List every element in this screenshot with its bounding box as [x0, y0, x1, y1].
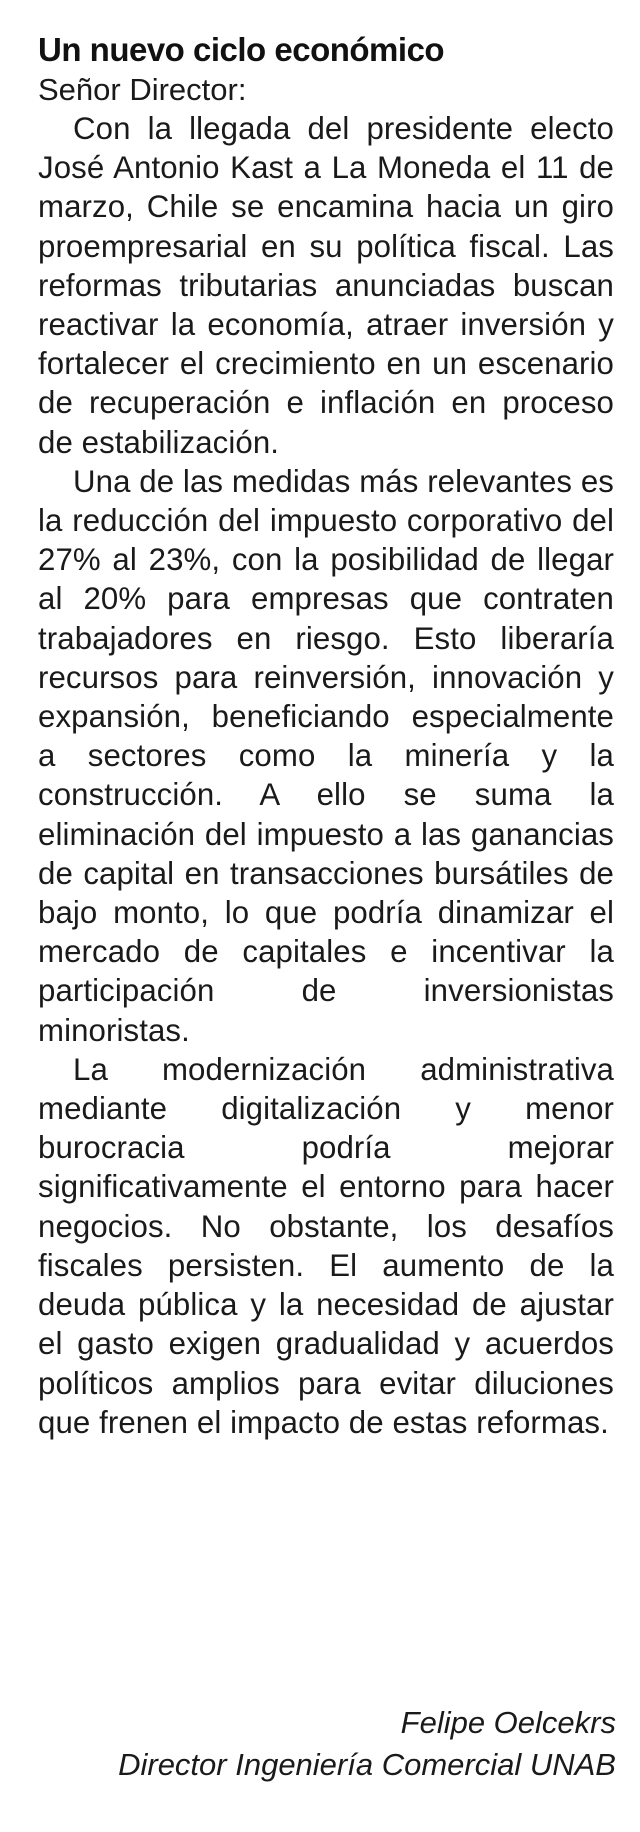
signature-name: Felipe Oelcekrs [400, 1705, 616, 1740]
letter-salutation: Señor Director: [38, 72, 247, 107]
letter-to-editor [38, 30, 614, 1442]
letter-signature [16, 1702, 616, 1786]
letter-paragraph-3: La modernización administrativa mediante digitalización y menor burocracia podría mejorar significativamente el entorno para hacer negocios. No obstante, los desafíos fiscales persisten. El aumento de la deuda pública y la necesidad de ajustar el gasto exigen gradualidad y acuerdos políticos amplios para evitar diluciones que frenen el impacto de estas reformas. [38, 1051, 614, 1440]
letter-headline: Un nuevo ciclo económico [38, 31, 445, 68]
letter-paragraph-2: Una de las medidas más relevantes es la reducción del impuesto corporativo del 27% al 23%, con la posibilidad de llegar al 20% para empresas que contraten trabajadores en riesgo. Esto liberaría recursos para reinversión, innovación y expansión, beneficiando especialmente a sectores como la minería y la construcción. A ello se suma la eliminación del impuesto a las ganancias de capital en transacciones bursátiles de bajo monto, lo que podría dinamizar el mercado de capitales e incentivar la participación de inversionistas minoristas. [38, 463, 614, 1048]
letter-paragraph-1: Con la llegada del presidente electo José Antonio Kast a La Moneda el 11 de marzo, Chile se encamina hacia un giro proempresarial en su política fiscal. Las reformas tributarias anunciadas buscan reactivar la economía, atraer inversión y fortalecer el crecimiento en un escenario de recuperación e inflación en proceso de estabilización. [38, 111, 614, 460]
signature-title: Director Ingeniería Comercial UNAB [118, 1747, 616, 1782]
